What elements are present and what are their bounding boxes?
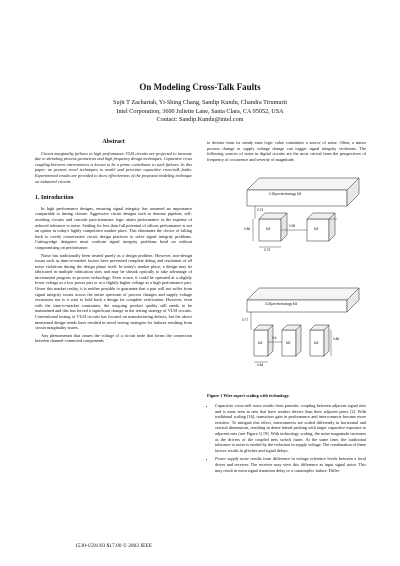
bullet-text: results from difference in voltage reference levels between a local driver and receiver. The receiver may view this difference as input signal noise. This may result in extra signal transition delay or a catastrophic failure. Differ-	[215, 456, 366, 473]
top-metal-right: M2	[314, 227, 319, 232]
noise-sources-list	[207, 403, 366, 473]
figure-caption: Figure 1 Wire aspect scaling with technology.	[207, 393, 290, 399]
bottom-metal-mid: M2	[286, 341, 291, 346]
intro-paragraph-2: Noise has traditionally been treated purely as a design problem. However, non-design issues such as time-to-market factors have prevented complete debug and resolution of all noise violations during the design phase itself. In today's market place, a design may be fabricated in multiple fabrication sites and may be shrunk optically to take advantage of incremental progress in process technology. Even worse, it could be operated at a slightly lower voltage as a low power part or at a slightly higher voltage as a high performance part. Given this market reality, it is neither possible to guarantee that a part will not suffer from signal integrity issues across the entire spectrum of process changes and supply voltage excursions nor is it wise to hold back a design for complete verification. However, even with the time-to-market constraints, the outgoing product quality still needs to be maintained and this has forced a significant change in the testing strategy of VLSI circuits. Conventional testing of VLSI circuits has focused on manufacturing defects, but the above mentioned design trends have resulted in novel testing strategies for failures resulting from circuit marginality issues.	[35, 252, 192, 331]
bottom-metal-left: M2	[258, 341, 263, 346]
right-column	[207, 140, 366, 476]
bottom-tech-label: 0.25µm technology M3	[265, 302, 298, 307]
top-metal-left: M2	[266, 227, 271, 232]
left-column	[35, 140, 192, 346]
bullet-text: results from parasitic coupling between adjacent signal nets and is most seen in nets that have weaker drivers than their adjacent peers [2]. With traditional scaling [16], transistors gain in performance and interconnects become more resistive. To mitigate this effect, interconnects are scaled differently in horizontal and vertical dimensions, resulting in dense lateral packing with larger capacitive exposure to adjacent nets (see Figure 1) [9]. With technology scaling, the noise magnitude increases as the drivers of the coupled nets switch faster. At the same time, the traditional tolerance to noise is eroded by the reduction in supply voltage. The combination of these factors results in glitches and signal delays.	[215, 402, 366, 453]
bottom-dim-c: 0.6	[272, 336, 277, 341]
bullet-term: Power supply noise	[215, 456, 250, 462]
bullet-term: Capacitive cross-talk noise	[215, 402, 262, 408]
abstract-text: Circuit marginality failures in high performance VLSI circuits are projected to increase due to shrinking process geometries and high frequency design techniques. Capacitive cross coupling between interconnects is known to be a prime contributor to such failures. In this paper, we present novel techniques to model and prioritize capacitive cross-talk faults. Experimental results are provided to show effectiveness of the proposed modeling technique on industrial circuits.	[35, 150, 192, 184]
author-names: Sujit T Zachariah, Yi-Shing Chang, Sandip Kundu, Chandra Tirumurti	[113, 99, 287, 106]
right-continuation-text: to deviate from its steady state logic value constitutes a source of noise. Often, a minor process change or supply voltage change can trigger signal integrity violations. The following sources of noise in digital circuits are the most critical from the perspectives of frequency of occurrence and severity of magnitude.	[207, 140, 366, 162]
paper-title: On Modeling Cross-Talk Faults	[139, 82, 261, 92]
abstract-heading: Abstract	[102, 139, 125, 145]
copyright-footer: 1530-1591/03 $17.00 © 2003 IEEE	[74, 543, 152, 549]
top-dim-c: 0.95	[289, 224, 296, 229]
wire-scaling-diagram	[207, 167, 366, 389]
top-dim-d: 0.73	[264, 248, 271, 253]
bottom-dim-b: 0.86	[333, 337, 340, 342]
list-item	[215, 456, 366, 473]
top-dim-a: 0.73	[257, 208, 264, 213]
top-tech-label: 0.35µm technology M3	[269, 192, 302, 197]
author-block	[0, 99, 400, 125]
intro-paragraph-3: Any phenomenon that causes the voltage of a circuit node that forms the connection between channel-connected components	[35, 332, 192, 344]
author-contact: Contact: Sandip.Kundu@intel.com	[156, 116, 244, 124]
intro-heading: 1. Introduction	[35, 195, 74, 202]
figure-1-wire-scaling	[207, 167, 366, 389]
intro-paragraph-1: In high performance designs, ensuring signal integrity has assumed an importance comparable to timing closure. Aggressive circuit designs such as domino pipeline, self-resetting circuits and cascode pass-transistor logic attain performance at the expense of reduced tolerance to noise. Settling for less than full potential of silicon performance is not an option in today's highly competitive market place. This eliminates the choice of falling back to overly conservative circuit design practices to solve signal integrity problems. Cutting-edge designers must confront signal integrity problems head on without compromising on performance.	[35, 205, 192, 250]
author-affiliation: Intel Corporation, 3600 Juliette Lane, Santa Clara, CA 95052, USA	[116, 107, 284, 115]
bottom-dim-a: 0.77	[242, 318, 249, 323]
list-item	[215, 403, 366, 453]
top-dim-b: 0.86	[244, 227, 251, 232]
bottom-dim-d: 0.48	[257, 363, 264, 368]
bottom-metal-right: M2	[314, 341, 319, 346]
